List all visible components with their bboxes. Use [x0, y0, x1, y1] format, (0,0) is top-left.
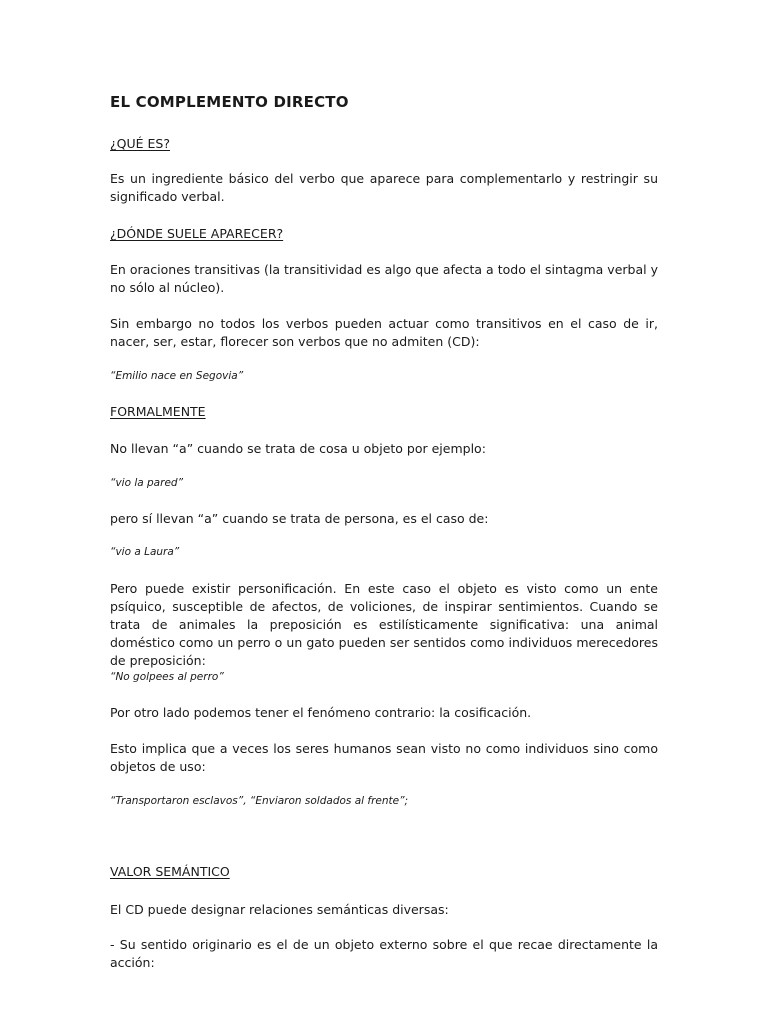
heading-donde-aparece: ¿DÓNDE SUELE APARECER?	[110, 226, 284, 241]
paragraph-sin-embargo: Sin embargo no todos los verbos pueden actuar como transitivos en el caso de ir, nacer, ser, estar, florecer son verbos que no admiten (CD):	[110, 316, 658, 349]
document-page	[110, 0, 658, 1024]
document-title: EL COMPLEMENTO DIRECTO	[110, 93, 349, 111]
paragraph-definition: Es un ingrediente básico del verbo que aparece para complementarlo y restringir su significado verbal.	[110, 171, 658, 204]
paragraph-relaciones: El CD puede designar relaciones semánticas diversas:	[110, 902, 449, 917]
paragraph-transitivas: En oraciones transitivas (la transitividad es algo que afecta a todo el sintagma verbal y no sólo al núcleo).	[110, 262, 658, 295]
example-no-golpees: “No golpees al perro”	[110, 671, 224, 683]
paragraph-cosificacion: Por otro lado podemos tener el fenómeno contrario: la cosificación.	[110, 705, 532, 720]
paragraph-si-llevan: pero sí llevan “a” cuando se trata de persona, es el caso de:	[110, 511, 489, 526]
example-vio-pared: “vio la pared”	[110, 477, 184, 489]
heading-que-es: ¿QUÉ ES?	[110, 136, 170, 151]
example-transportaron: “Transportaron esclavos”, “Enviaron soldados al frente”;	[110, 795, 409, 807]
paragraph-no-llevan: No llevan “a” cuando se trata de cosa u objeto por ejemplo:	[110, 441, 486, 456]
paragraph-personificacion: Pero puede existir personificación. En este caso el objeto es visto como un ente psíquico, susceptible de afectos, de voliciones, de inspirar sentimientos. Cuando se trata de animales la preposición es estilísticamente significativa: una animal doméstico como un perro o un gato pueden ser sentidos como individuos merecedores de preposición:	[110, 581, 658, 668]
example-emilio: “Emilio nace en Segovia”	[110, 370, 244, 382]
paragraph-seres-humanos: Esto implica que a veces los seres humanos sean visto no como individuos sino como objetos de uso:	[110, 741, 658, 774]
paragraph-sentido-originario: - Su sentido originario es el de un objeto externo sobre el que recae directamente la acción:	[110, 937, 658, 970]
example-vio-laura: “vio a Laura”	[110, 546, 180, 558]
heading-valor-semantico: VALOR SEMÁNTICO	[110, 864, 230, 879]
heading-formalmente: FORMALMENTE	[110, 404, 206, 419]
